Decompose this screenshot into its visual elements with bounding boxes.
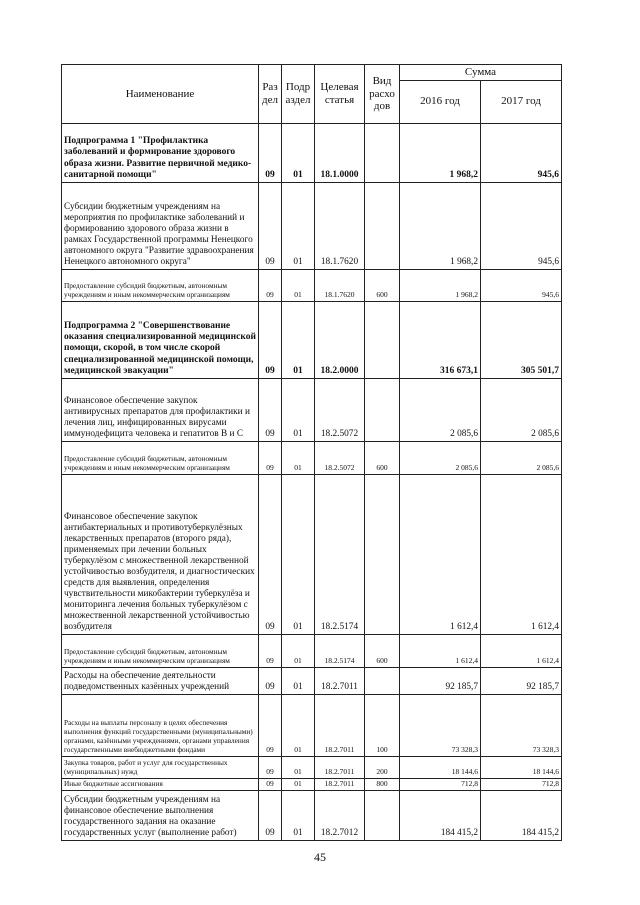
row-name: Предоставление субсидий бюджетным, автономным учреждениям и иным некоммерческим организациям [62, 441, 259, 474]
header-razdel: Раз дел [259, 65, 282, 124]
row-celevaya-statya: 18.1.0000 [315, 123, 365, 182]
row-celevaya-statya: 18.2.5174 [315, 474, 365, 634]
row-podrazdel: 01 [282, 474, 315, 634]
row-name: Расходы на обеспечение деятельности подведомственных казённых учреждений [62, 667, 259, 694]
row-sum-2017: 2 085,6 [481, 378, 562, 441]
row-vid-rashodov: 600 [365, 269, 400, 301]
header-podrazdel: Подр аздел [282, 65, 315, 124]
row-vid-rashodov [365, 182, 400, 269]
row-sum-2016: 18 144,6 [400, 756, 481, 778]
row-podrazdel: 01 [282, 269, 315, 301]
row-razdel: 09 [259, 182, 282, 269]
row-name: Предоставление субсидий бюджетным, автономным учреждениям и иным некоммерческим организациям [62, 269, 259, 301]
row-podrazdel: 01 [282, 778, 315, 790]
row-sum-2017: 945,6 [481, 123, 562, 182]
row-razdel: 09 [259, 301, 282, 378]
row-podrazdel: 01 [282, 123, 315, 182]
row-vid-rashodov [365, 667, 400, 694]
header-year-2017: 2017 год [481, 80, 562, 123]
row-sum-2016: 2 085,6 [400, 378, 481, 441]
table-row [62, 301, 562, 378]
row-podrazdel: 01 [282, 634, 315, 667]
table-row [62, 634, 562, 667]
row-podrazdel: 01 [282, 667, 315, 694]
row-vid-rashodov [365, 474, 400, 634]
row-podrazdel: 01 [282, 790, 315, 840]
row-celevaya-statya: 18.1.7620 [315, 269, 365, 301]
row-podrazdel: 01 [282, 756, 315, 778]
header-name: Наименование [62, 65, 259, 124]
row-sum-2016: 1 612,4 [400, 634, 481, 667]
table-row [62, 441, 562, 474]
row-vid-rashodov [365, 378, 400, 441]
row-sum-2017: 92 185,7 [481, 667, 562, 694]
row-celevaya-statya: 18.2.7011 [315, 694, 365, 756]
page-number: 45 [314, 850, 326, 864]
table-header [62, 65, 562, 124]
table-row [62, 378, 562, 441]
header-vid-rashodov: Вид расхо дов [365, 65, 400, 124]
row-sum-2016: 712,8 [400, 778, 481, 790]
row-vid-rashodov: 600 [365, 441, 400, 474]
row-vid-rashodov: 800 [365, 778, 400, 790]
row-vid-rashodov [365, 790, 400, 840]
row-name: Финансовое обеспечение закупок антивирусных препаратов для профилактики и лечения лиц, инфицированных вирусами иммунодефицита человека и гепатитов В и С [62, 378, 259, 441]
row-sum-2017: 73 328,3 [481, 694, 562, 756]
row-razdel: 09 [259, 269, 282, 301]
row-sum-2016: 1 612,4 [400, 474, 481, 634]
row-name: Субсидии бюджетным учреждениям на финансовое обеспечение выполнения государственного задания на оказание государственных услуг (выполнение работ) [62, 790, 259, 840]
row-razdel: 09 [259, 778, 282, 790]
row-razdel: 09 [259, 667, 282, 694]
row-celevaya-statya: 18.1.7620 [315, 182, 365, 269]
header-celevaya-statya: Целевая статья [315, 65, 365, 124]
row-name: Предоставление субсидий бюджетным, автономным учреждениям и иным некоммерческим организациям [62, 634, 259, 667]
row-sum-2017: 945,6 [481, 269, 562, 301]
row-celevaya-statya: 18.2.7011 [315, 778, 365, 790]
row-razdel: 09 [259, 694, 282, 756]
table-row [62, 269, 562, 301]
row-podrazdel: 01 [282, 378, 315, 441]
row-razdel: 09 [259, 378, 282, 441]
row-podrazdel: 01 [282, 301, 315, 378]
row-vid-rashodov: 600 [365, 634, 400, 667]
row-sum-2017: 712,8 [481, 778, 562, 790]
row-sum-2016: 1 968,2 [400, 123, 481, 182]
table-body [62, 123, 562, 840]
row-vid-rashodov [365, 123, 400, 182]
table-row [62, 790, 562, 840]
row-name: Финансовое обеспечение закупок антибактериальных и противотуберкулёзных лекарственных препаратов (второго ряда), применяемых при лечении больных туберкулёзом с множественной лекарственной устойчивостью возбудителя, и диагностических средств для выявления, определения чувствительности микобактерии туберкулёза и мониторинга лечения больных туберкулёзом с множественной лекарственной устойчивостью возбудителя [62, 474, 259, 634]
row-sum-2017: 2 085,6 [481, 441, 562, 474]
row-sum-2016: 92 185,7 [400, 667, 481, 694]
row-sum-2016: 1 968,2 [400, 182, 481, 269]
row-sum-2017: 1 612,4 [481, 474, 562, 634]
row-vid-rashodov: 200 [365, 756, 400, 778]
row-sum-2016: 316 673,1 [400, 301, 481, 378]
row-sum-2017: 945,6 [481, 182, 562, 269]
row-celevaya-statya: 18.2.5174 [315, 634, 365, 667]
table-row [62, 694, 562, 756]
row-sum-2016: 73 328,3 [400, 694, 481, 756]
table-row [62, 667, 562, 694]
header-year-2016: 2016 год [400, 80, 481, 123]
row-razdel: 09 [259, 474, 282, 634]
row-sum-2017: 305 501,7 [481, 301, 562, 378]
row-celevaya-statya: 18.2.0000 [315, 301, 365, 378]
table-row [62, 778, 562, 790]
row-name: Закупка товаров, работ и услуг для государственных (муниципальных) нужд [62, 756, 259, 778]
row-celevaya-statya: 18.2.5072 [315, 378, 365, 441]
row-sum-2017: 1 612,4 [481, 634, 562, 667]
row-razdel: 09 [259, 123, 282, 182]
row-celevaya-statya: 18.2.7012 [315, 790, 365, 840]
row-razdel: 09 [259, 790, 282, 840]
row-celevaya-statya: 18.2.7011 [315, 756, 365, 778]
row-razdel: 09 [259, 634, 282, 667]
row-name: Расходы на выплаты персоналу в целях обеспечения выполнения функций государственными (муниципальными) органами, казёнными учреждениями, органами управления государственными внебюджетными фондами [62, 694, 259, 756]
row-razdel: 09 [259, 756, 282, 778]
row-name: Иные бюджетные ассигнования [62, 778, 259, 790]
row-podrazdel: 01 [282, 694, 315, 756]
row-vid-rashodov: 100 [365, 694, 400, 756]
table-row [62, 182, 562, 269]
row-name: Подпрограмма 2 "Совершенствование оказания специализированной медицинской помощи, скорой, в том числе скорой специализированной медицинской помощи, медицинской эвакуации" [62, 301, 259, 378]
row-sum-2016: 1 968,2 [400, 269, 481, 301]
row-sum-2017: 18 144,6 [481, 756, 562, 778]
header-summa: Сумма [400, 65, 562, 81]
row-podrazdel: 01 [282, 182, 315, 269]
table-row [62, 474, 562, 634]
row-sum-2017: 184 415,2 [481, 790, 562, 840]
row-name: Подпрограмма 1 "Профилактика заболеваний и формирование здорового образа жизни. Развитие первичной медико-санитарной помощи" [62, 123, 259, 182]
row-name: Субсидии бюджетным учреждениям на мероприятия по профилактике заболеваний и формированию здорового образа жизни в рамках Государственной программы Ненецкого автономного округа "Развитие здравоохранения Ненецкого автономного округа" [62, 182, 259, 269]
table-row [62, 123, 562, 182]
row-celevaya-statya: 18.2.5072 [315, 441, 365, 474]
table-row [62, 756, 562, 778]
row-podrazdel: 01 [282, 441, 315, 474]
row-vid-rashodov [365, 301, 400, 378]
row-sum-2016: 184 415,2 [400, 790, 481, 840]
budget-table [61, 64, 562, 841]
row-sum-2016: 2 085,6 [400, 441, 481, 474]
row-celevaya-statya: 18.2.7011 [315, 667, 365, 694]
row-razdel: 09 [259, 441, 282, 474]
